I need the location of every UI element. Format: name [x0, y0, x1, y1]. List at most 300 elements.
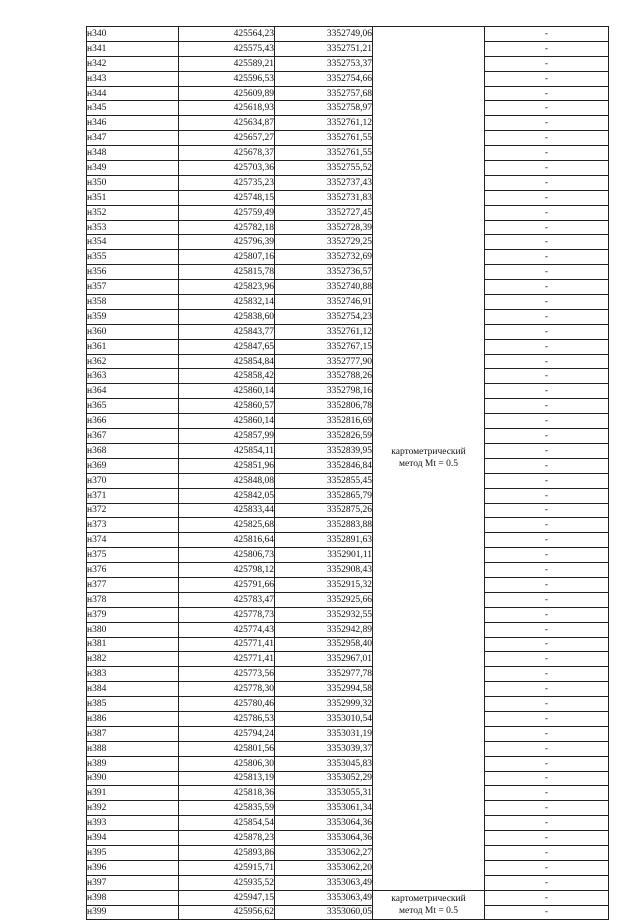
x-coordinate-cell: 425838,60	[179, 309, 275, 324]
x-coordinate-cell: 425782,18	[179, 220, 275, 235]
x-coordinate-cell: 425796,39	[179, 235, 275, 250]
mark-cell: -	[485, 175, 609, 190]
table-row	[87, 905, 609, 920]
point-name-cell: н388	[87, 741, 179, 756]
mark-cell: -	[485, 116, 609, 131]
point-name-cell: н371	[87, 488, 179, 503]
y-coordinate-cell: 3353061,34	[275, 801, 373, 816]
point-name-cell: н395	[87, 845, 179, 860]
x-coordinate-cell: 425798,12	[179, 563, 275, 578]
x-coordinate-cell: 425564,23	[179, 27, 275, 42]
point-name-cell: н353	[87, 220, 179, 235]
table-row	[87, 697, 609, 712]
table-row	[87, 458, 609, 473]
table-row	[87, 622, 609, 637]
table-row	[87, 354, 609, 369]
x-coordinate-cell: 425860,14	[179, 414, 275, 429]
mark-cell: -	[485, 741, 609, 756]
table-row	[87, 161, 609, 176]
mark-cell: -	[485, 697, 609, 712]
mark-cell: -	[485, 220, 609, 235]
x-coordinate-cell: 425807,16	[179, 250, 275, 265]
table-row	[87, 190, 609, 205]
y-coordinate-cell: 3352761,55	[275, 146, 373, 161]
point-name-cell: н360	[87, 324, 179, 339]
table-row	[87, 101, 609, 116]
y-coordinate-cell: 3352727,45	[275, 205, 373, 220]
y-coordinate-cell: 3352728,39	[275, 220, 373, 235]
table-row	[87, 488, 609, 503]
table-row	[87, 339, 609, 354]
y-coordinate-cell: 3352767,15	[275, 339, 373, 354]
x-coordinate-cell: 425806,73	[179, 548, 275, 563]
mark-cell: -	[485, 875, 609, 890]
point-name-cell: н350	[87, 175, 179, 190]
y-coordinate-cell: 3352999,32	[275, 697, 373, 712]
y-coordinate-cell: 3352731,83	[275, 190, 373, 205]
mark-cell: -	[485, 235, 609, 250]
x-coordinate-cell: 425854,11	[179, 443, 275, 458]
table-row	[87, 473, 609, 488]
x-coordinate-cell: 425843,77	[179, 324, 275, 339]
x-coordinate-cell: 425773,56	[179, 667, 275, 682]
mark-cell: -	[485, 533, 609, 548]
y-coordinate-cell: 3352855,45	[275, 473, 373, 488]
y-coordinate-cell: 3352761,55	[275, 131, 373, 146]
x-coordinate-cell: 425794,24	[179, 726, 275, 741]
mark-cell: -	[485, 280, 609, 295]
y-coordinate-cell: 3353052,29	[275, 771, 373, 786]
mark-cell: -	[485, 295, 609, 310]
table-row	[87, 637, 609, 652]
point-name-cell: н391	[87, 786, 179, 801]
mark-cell: -	[485, 711, 609, 726]
y-coordinate-cell: 3353055,31	[275, 786, 373, 801]
method-line-1: картометрический	[391, 894, 466, 905]
mark-cell: -	[485, 86, 609, 101]
mark-cell: -	[485, 756, 609, 771]
y-coordinate-cell: 3352788,26	[275, 369, 373, 384]
table-row	[87, 726, 609, 741]
mark-cell: -	[485, 399, 609, 414]
y-coordinate-cell: 3352967,01	[275, 652, 373, 667]
y-coordinate-cell: 3352925,66	[275, 592, 373, 607]
point-name-cell: н390	[87, 771, 179, 786]
mark-cell: -	[485, 205, 609, 220]
y-coordinate-cell: 3353062,27	[275, 845, 373, 860]
table-row	[87, 27, 609, 42]
x-coordinate-cell: 425842,05	[179, 488, 275, 503]
table-row	[87, 890, 609, 905]
mark-cell: -	[485, 771, 609, 786]
method-cell-merged	[373, 27, 485, 891]
point-name-cell: н380	[87, 622, 179, 637]
y-coordinate-cell: 3352977,78	[275, 667, 373, 682]
point-name-cell: н343	[87, 71, 179, 86]
y-coordinate-cell: 3352994,58	[275, 682, 373, 697]
x-coordinate-cell: 425815,78	[179, 265, 275, 280]
x-coordinate-cell: 425609,89	[179, 86, 275, 101]
table-row	[87, 295, 609, 310]
mark-cell: -	[485, 488, 609, 503]
mark-cell: -	[485, 414, 609, 429]
point-name-cell: н366	[87, 414, 179, 429]
y-coordinate-cell: 3352755,52	[275, 161, 373, 176]
point-name-cell: н346	[87, 116, 179, 131]
mark-cell: -	[485, 324, 609, 339]
x-coordinate-cell: 425893,86	[179, 845, 275, 860]
x-coordinate-cell: 425771,41	[179, 652, 275, 667]
point-name-cell: н365	[87, 399, 179, 414]
y-coordinate-cell: 3352732,69	[275, 250, 373, 265]
point-name-cell: н374	[87, 533, 179, 548]
y-coordinate-cell: 3353045,83	[275, 756, 373, 771]
method-cell-last	[373, 890, 485, 920]
table-row	[87, 369, 609, 384]
table-row	[87, 131, 609, 146]
x-coordinate-cell: 425915,71	[179, 860, 275, 875]
y-coordinate-cell: 3352839,95	[275, 443, 373, 458]
mark-cell: -	[485, 161, 609, 176]
x-coordinate-cell: 425832,14	[179, 295, 275, 310]
point-name-cell: н368	[87, 443, 179, 458]
x-coordinate-cell: 425634,87	[179, 116, 275, 131]
table-row	[87, 652, 609, 667]
table-row	[87, 250, 609, 265]
y-coordinate-cell: 3352932,55	[275, 607, 373, 622]
y-coordinate-cell: 3352740,88	[275, 280, 373, 295]
x-coordinate-cell: 425860,14	[179, 384, 275, 399]
mark-cell: -	[485, 905, 609, 920]
table-row	[87, 667, 609, 682]
point-name-cell: н361	[87, 339, 179, 354]
y-coordinate-cell: 3352751,21	[275, 41, 373, 56]
table-row	[87, 875, 609, 890]
point-name-cell: н349	[87, 161, 179, 176]
table-row	[87, 503, 609, 518]
table-row	[87, 548, 609, 563]
table-row	[87, 399, 609, 414]
table-row	[87, 324, 609, 339]
x-coordinate-cell: 425778,30	[179, 682, 275, 697]
x-coordinate-cell: 425780,46	[179, 697, 275, 712]
mark-cell: -	[485, 384, 609, 399]
x-coordinate-cell: 425801,56	[179, 741, 275, 756]
mark-cell: -	[485, 548, 609, 563]
y-coordinate-cell: 3353064,36	[275, 816, 373, 831]
mark-cell: -	[485, 831, 609, 846]
y-coordinate-cell: 3352753,37	[275, 56, 373, 71]
table-row	[87, 41, 609, 56]
mark-cell: -	[485, 592, 609, 607]
y-coordinate-cell: 3352908,43	[275, 563, 373, 578]
mark-cell: -	[485, 473, 609, 488]
method-line-2: метод Mt = 0.5	[398, 906, 458, 917]
mark-cell: -	[485, 801, 609, 816]
point-name-cell: н377	[87, 577, 179, 592]
point-name-cell: н392	[87, 801, 179, 816]
point-name-cell: н359	[87, 309, 179, 324]
x-coordinate-cell: 425816,64	[179, 533, 275, 548]
x-coordinate-cell: 425825,68	[179, 518, 275, 533]
mark-cell: -	[485, 190, 609, 205]
x-coordinate-cell: 425806,30	[179, 756, 275, 771]
point-name-cell: н345	[87, 101, 179, 116]
y-coordinate-cell: 3352865,79	[275, 488, 373, 503]
point-name-cell: н348	[87, 146, 179, 161]
x-coordinate-cell: 425759,49	[179, 205, 275, 220]
point-name-cell: н381	[87, 637, 179, 652]
point-name-cell: н340	[87, 27, 179, 42]
mark-cell: -	[485, 816, 609, 831]
x-coordinate-cell: 425778,73	[179, 607, 275, 622]
mark-cell: -	[485, 309, 609, 324]
point-name-cell: н341	[87, 41, 179, 56]
table-row	[87, 845, 609, 860]
x-coordinate-cell: 425835,59	[179, 801, 275, 816]
mark-cell: -	[485, 563, 609, 578]
table-row	[87, 860, 609, 875]
mark-cell: -	[485, 27, 609, 42]
y-coordinate-cell: 3352757,68	[275, 86, 373, 101]
point-name-cell: н378	[87, 592, 179, 607]
y-coordinate-cell: 3352729,25	[275, 235, 373, 250]
x-coordinate-cell: 425783,47	[179, 592, 275, 607]
x-coordinate-cell: 425854,84	[179, 354, 275, 369]
x-coordinate-cell: 425956,62	[179, 905, 275, 920]
y-coordinate-cell: 3352883,88	[275, 518, 373, 533]
x-coordinate-cell: 425823,96	[179, 280, 275, 295]
point-name-cell: н399	[87, 905, 179, 920]
point-name-cell: н386	[87, 711, 179, 726]
y-coordinate-cell: 3352754,66	[275, 71, 373, 86]
mark-cell: -	[485, 652, 609, 667]
table-row	[87, 816, 609, 831]
method-line-1: картометрический	[391, 447, 466, 458]
table-row	[87, 175, 609, 190]
y-coordinate-cell: 3353063,49	[275, 875, 373, 890]
x-coordinate-cell: 425947,15	[179, 890, 275, 905]
table-row	[87, 265, 609, 280]
point-name-cell: н352	[87, 205, 179, 220]
x-coordinate-cell: 425703,36	[179, 161, 275, 176]
point-name-cell: н347	[87, 131, 179, 146]
y-coordinate-cell: 3352875,26	[275, 503, 373, 518]
mark-cell: -	[485, 845, 609, 860]
mark-cell: -	[485, 354, 609, 369]
mark-cell: -	[485, 607, 609, 622]
table-row	[87, 86, 609, 101]
x-coordinate-cell: 425833,44	[179, 503, 275, 518]
y-coordinate-cell: 3352758,97	[275, 101, 373, 116]
point-name-cell: н384	[87, 682, 179, 697]
y-coordinate-cell: 3352958,40	[275, 637, 373, 652]
x-coordinate-cell: 425857,99	[179, 429, 275, 444]
y-coordinate-cell: 3353063,49	[275, 890, 373, 905]
point-name-cell: н342	[87, 56, 179, 71]
point-name-cell: н394	[87, 831, 179, 846]
point-name-cell: н363	[87, 369, 179, 384]
mark-cell: -	[485, 265, 609, 280]
x-coordinate-cell: 425791,66	[179, 577, 275, 592]
point-name-cell: н364	[87, 384, 179, 399]
x-coordinate-cell: 425818,36	[179, 786, 275, 801]
mark-cell: -	[485, 41, 609, 56]
table-row	[87, 443, 609, 458]
point-name-cell: н398	[87, 890, 179, 905]
point-name-cell: н385	[87, 697, 179, 712]
point-name-cell: н383	[87, 667, 179, 682]
x-coordinate-cell: 425848,08	[179, 473, 275, 488]
point-name-cell: н389	[87, 756, 179, 771]
x-coordinate-cell: 425735,23	[179, 175, 275, 190]
coordinates-table	[86, 26, 609, 920]
table-row	[87, 577, 609, 592]
mark-cell: -	[485, 860, 609, 875]
y-coordinate-cell: 3352942,89	[275, 622, 373, 637]
point-name-cell: н393	[87, 816, 179, 831]
mark-cell: -	[485, 682, 609, 697]
mark-cell: -	[485, 131, 609, 146]
table-row	[87, 682, 609, 697]
point-name-cell: н351	[87, 190, 179, 205]
point-name-cell: н367	[87, 429, 179, 444]
y-coordinate-cell: 3353010,54	[275, 711, 373, 726]
y-coordinate-cell: 3352746,91	[275, 295, 373, 310]
mark-cell: -	[485, 56, 609, 71]
table-row	[87, 146, 609, 161]
method-line-2: метод Mt = 0.5	[398, 459, 458, 470]
y-coordinate-cell: 3352798,16	[275, 384, 373, 399]
table-row	[87, 220, 609, 235]
point-name-cell: н396	[87, 860, 179, 875]
table-row	[87, 309, 609, 324]
mark-cell: -	[485, 577, 609, 592]
mark-cell: -	[485, 622, 609, 637]
point-name-cell: н355	[87, 250, 179, 265]
y-coordinate-cell: 3352754,23	[275, 309, 373, 324]
y-coordinate-cell: 3352736,57	[275, 265, 373, 280]
point-name-cell: н397	[87, 875, 179, 890]
x-coordinate-cell: 425596,53	[179, 71, 275, 86]
table-row	[87, 592, 609, 607]
mark-cell: -	[485, 637, 609, 652]
x-coordinate-cell: 425935,52	[179, 875, 275, 890]
point-name-cell: н354	[87, 235, 179, 250]
table-row	[87, 607, 609, 622]
mark-cell: -	[485, 667, 609, 682]
point-name-cell: н358	[87, 295, 179, 310]
mark-cell: -	[485, 369, 609, 384]
point-name-cell: н376	[87, 563, 179, 578]
y-coordinate-cell: 3352777,90	[275, 354, 373, 369]
y-coordinate-cell: 3353062,20	[275, 860, 373, 875]
table-row	[87, 711, 609, 726]
table-row	[87, 563, 609, 578]
point-name-cell: н387	[87, 726, 179, 741]
mark-cell: -	[485, 250, 609, 265]
table-row	[87, 280, 609, 295]
table-row	[87, 741, 609, 756]
y-coordinate-cell: 3353039,37	[275, 741, 373, 756]
table-row	[87, 384, 609, 399]
y-coordinate-cell: 3352806,78	[275, 399, 373, 414]
table-row	[87, 756, 609, 771]
y-coordinate-cell: 3353064,36	[275, 831, 373, 846]
point-name-cell: н362	[87, 354, 179, 369]
mark-cell: -	[485, 726, 609, 741]
point-name-cell: н357	[87, 280, 179, 295]
table-row	[87, 71, 609, 86]
table-row	[87, 235, 609, 250]
point-name-cell: н370	[87, 473, 179, 488]
x-coordinate-cell: 425774,43	[179, 622, 275, 637]
table-row	[87, 116, 609, 131]
x-coordinate-cell: 425589,21	[179, 56, 275, 71]
table-row	[87, 771, 609, 786]
table-row	[87, 831, 609, 846]
point-name-cell: н369	[87, 458, 179, 473]
y-coordinate-cell: 3353060,05	[275, 905, 373, 920]
table-row	[87, 533, 609, 548]
x-coordinate-cell: 425771,41	[179, 637, 275, 652]
x-coordinate-cell: 425860,57	[179, 399, 275, 414]
y-coordinate-cell: 3352846,84	[275, 458, 373, 473]
mark-cell: -	[485, 503, 609, 518]
mark-cell: -	[485, 71, 609, 86]
x-coordinate-cell: 425657,27	[179, 131, 275, 146]
x-coordinate-cell: 425854,54	[179, 816, 275, 831]
x-coordinate-cell: 425786,53	[179, 711, 275, 726]
table-row	[87, 801, 609, 816]
x-coordinate-cell: 425878,23	[179, 831, 275, 846]
coordinates-table-body	[87, 27, 609, 920]
y-coordinate-cell: 3352737,43	[275, 175, 373, 190]
table-row	[87, 56, 609, 71]
point-name-cell: н379	[87, 607, 179, 622]
mark-cell: -	[485, 429, 609, 444]
y-coordinate-cell: 3352749,06	[275, 27, 373, 42]
y-coordinate-cell: 3353031,19	[275, 726, 373, 741]
table-row	[87, 786, 609, 801]
mark-cell: -	[485, 101, 609, 116]
mark-cell: -	[485, 786, 609, 801]
y-coordinate-cell: 3352915,32	[275, 577, 373, 592]
y-coordinate-cell: 3352901,11	[275, 548, 373, 563]
table-row	[87, 518, 609, 533]
point-name-cell: н344	[87, 86, 179, 101]
x-coordinate-cell: 425748,15	[179, 190, 275, 205]
y-coordinate-cell: 3352816,69	[275, 414, 373, 429]
x-coordinate-cell: 425858,42	[179, 369, 275, 384]
table-row	[87, 414, 609, 429]
mark-cell: -	[485, 146, 609, 161]
mark-cell: -	[485, 890, 609, 905]
y-coordinate-cell: 3352761,12	[275, 324, 373, 339]
x-coordinate-cell: 425575,43	[179, 41, 275, 56]
y-coordinate-cell: 3352826,59	[275, 429, 373, 444]
point-name-cell: н372	[87, 503, 179, 518]
point-name-cell: н373	[87, 518, 179, 533]
point-name-cell: н356	[87, 265, 179, 280]
point-name-cell: н382	[87, 652, 179, 667]
mark-cell: -	[485, 339, 609, 354]
y-coordinate-cell: 3352891,63	[275, 533, 373, 548]
mark-cell: -	[485, 518, 609, 533]
y-coordinate-cell: 3352761,12	[275, 116, 373, 131]
x-coordinate-cell: 425678,37	[179, 146, 275, 161]
table-row	[87, 205, 609, 220]
